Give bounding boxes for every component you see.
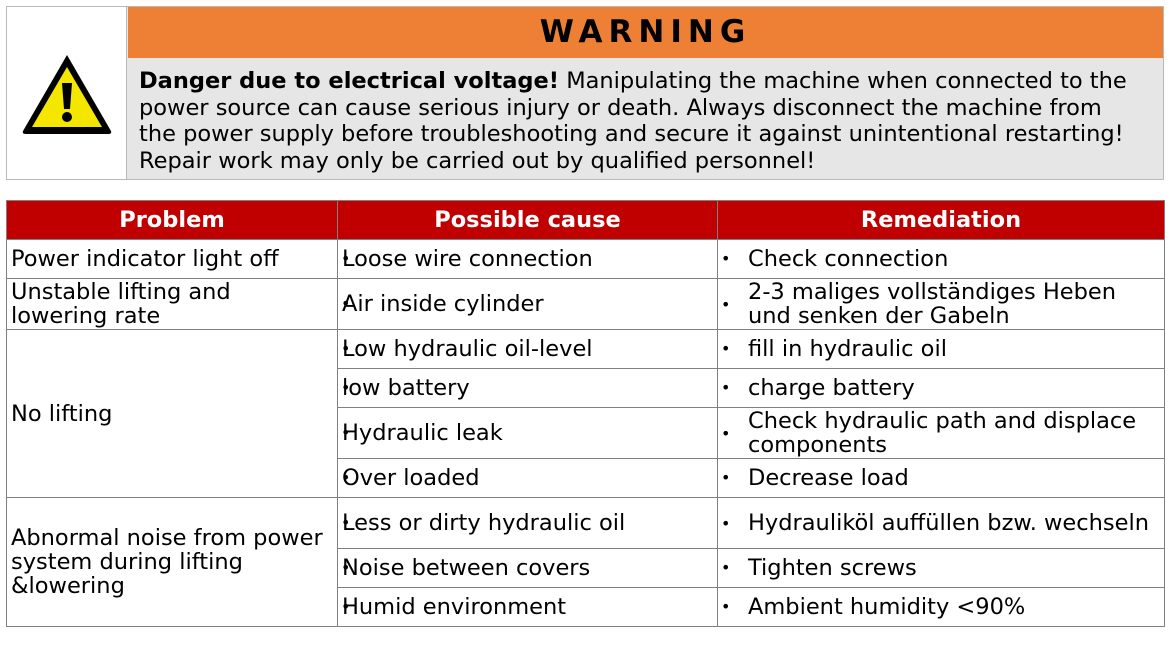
cause-cell: • low battery — [338, 369, 718, 408]
warning-icon-cell — [7, 7, 127, 179]
remedy-cell: • Check hydraulic path and displace components — [718, 408, 1165, 459]
warning-text — [139, 68, 1141, 174]
problem-cell: Unstable lifting and lowering rate — [7, 279, 338, 330]
cause-cell: • Humid environment — [338, 588, 718, 627]
warning-title: WARNING — [128, 7, 1163, 58]
table-row — [7, 498, 1165, 549]
problem-cell: No lifting — [7, 330, 338, 498]
cause-cell: • Noise between covers — [338, 549, 718, 588]
table-row — [7, 330, 1165, 369]
remedy-cell: • 2-3 maliges vollständiges Heben und senken der Gabeln — [718, 279, 1165, 330]
problem-cell: Abnormal noise from power system during lifting &lowering — [7, 498, 338, 627]
cause-cell: • Low hydraulic oil-level — [338, 330, 718, 369]
cause-cell: • Air inside cylinder — [338, 279, 718, 330]
table-row — [7, 240, 1165, 279]
remedy-cell: • charge battery — [718, 369, 1165, 408]
table-row — [7, 279, 1165, 330]
warning-lead: Danger due to electrical voltage! — [139, 68, 560, 94]
header-cause: Possible cause — [338, 201, 718, 240]
cause-cell: • Over loaded — [338, 459, 718, 498]
warning-box — [6, 6, 1164, 180]
remedy-cell: • Decrease load — [718, 459, 1165, 498]
header-problem: Problem — [7, 201, 338, 240]
cause-cell: • Hydraulic leak — [338, 408, 718, 459]
cause-cell: • Loose wire connection — [338, 240, 718, 279]
warning-body: Manipulating the machine when connected to the power source can cause serious injury or death. Always disconnect the machine from the power supply before troubleshooting and secure it against unintentional restarting! Repair work may only be carried out by qualified personnel! — [139, 68, 1127, 174]
header-remedy: Remediation — [718, 201, 1165, 240]
remedy-cell: • Ambient humidity <90% — [718, 588, 1165, 627]
remedy-cell: • fill in hydraulic oil — [718, 330, 1165, 369]
cause-cell: • Less or dirty hydraulic oil — [338, 498, 718, 549]
remedy-cell: • Check connection — [718, 240, 1165, 279]
remedy-cell: • Tighten screws — [718, 549, 1165, 588]
problem-cell: Power indicator light off — [7, 240, 338, 279]
warning-triangle-icon — [19, 51, 115, 137]
remedy-cell: • Hydrauliköl auffüllen bzw. wechseln — [718, 498, 1165, 549]
table-header-row — [7, 201, 1165, 240]
troubleshooting-table — [6, 200, 1165, 627]
